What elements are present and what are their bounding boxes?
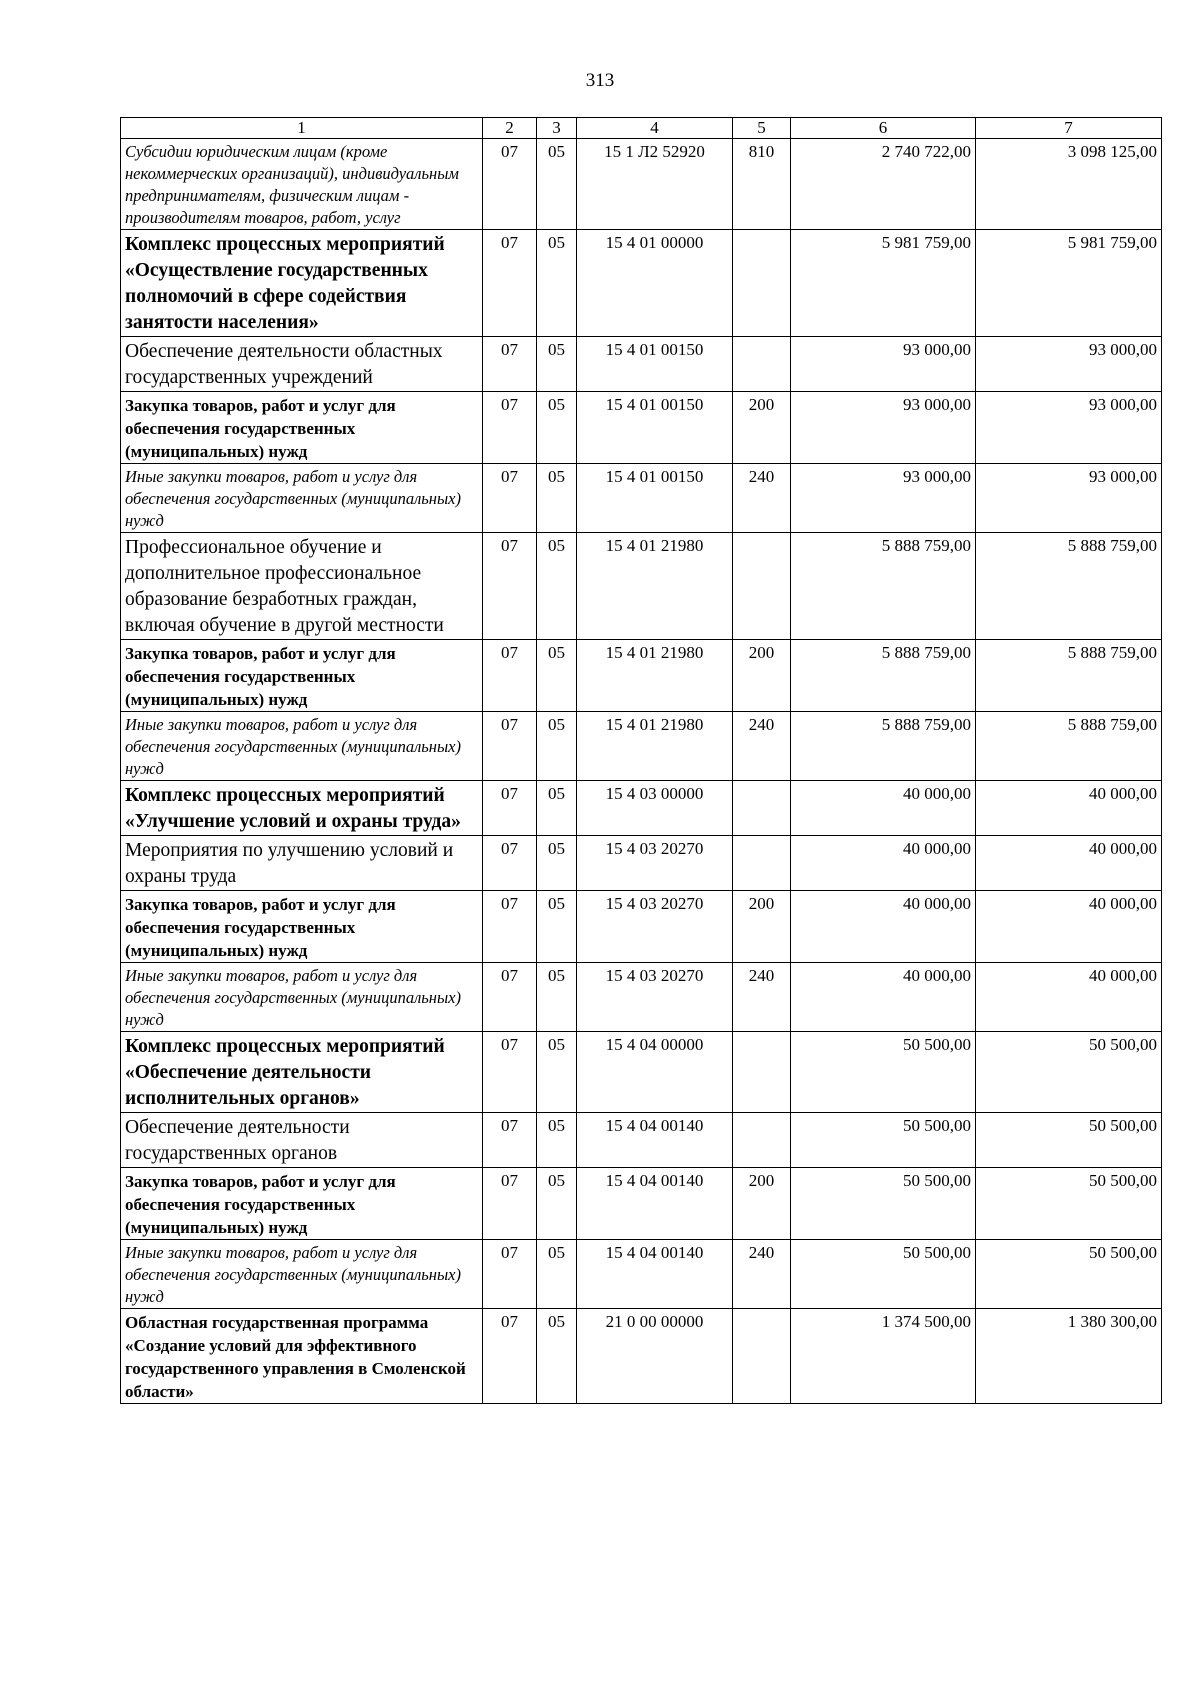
expense-type-cell: 240 xyxy=(733,1240,791,1309)
target-article-cell: 15 4 03 00000 xyxy=(577,781,733,836)
target-article-cell: 15 4 03 20270 xyxy=(577,836,733,891)
amount-year1-cell: 40 000,00 xyxy=(791,781,976,836)
expense-name-cell: Мероприятия по улучшению условий и охраны труда xyxy=(121,836,483,891)
section-code-cell: 07 xyxy=(483,1240,537,1309)
subsection-code-cell: 05 xyxy=(537,891,577,963)
amount-year2-cell: 5 981 759,00 xyxy=(976,230,1162,337)
expense-name-cell: Закупка товаров, работ и услуг для обеспечения государственных (муниципальных) нужд xyxy=(121,640,483,712)
amount-year1-cell: 5 888 759,00 xyxy=(791,640,976,712)
subsection-code-cell: 05 xyxy=(537,712,577,781)
expense-type-cell: 200 xyxy=(733,891,791,963)
target-article-cell: 15 4 01 00150 xyxy=(577,464,733,533)
amount-year2-cell: 5 888 759,00 xyxy=(976,533,1162,640)
amount-year2-cell: 93 000,00 xyxy=(976,464,1162,533)
expense-name-cell: Закупка товаров, работ и услуг для обеспечения государственных (муниципальных) нужд xyxy=(121,891,483,963)
expense-name-cell: Комплекс процессных мероприятий «Обеспечение деятельности исполнительных органов» xyxy=(121,1032,483,1113)
amount-year2-cell: 50 500,00 xyxy=(976,1168,1162,1240)
table-row xyxy=(121,230,1162,337)
target-article-cell: 15 4 01 21980 xyxy=(577,712,733,781)
expense-type-cell xyxy=(733,230,791,337)
section-code-cell: 07 xyxy=(483,836,537,891)
table-row xyxy=(121,963,1162,1032)
expense-type-cell: 240 xyxy=(733,464,791,533)
amount-year2-cell: 50 500,00 xyxy=(976,1032,1162,1113)
expense-name-cell: Иные закупки товаров, работ и услуг для обеспечения государственных (муниципальных) нужд xyxy=(121,1240,483,1309)
target-article-cell: 15 1 Л2 52920 xyxy=(577,139,733,230)
amount-year2-cell: 40 000,00 xyxy=(976,963,1162,1032)
section-code-cell: 07 xyxy=(483,139,537,230)
expense-name-cell: Профессиональное обучение и дополнительное профессиональное образование безработных граждан, включая обучение в другой местности xyxy=(121,533,483,640)
subsection-code-cell: 05 xyxy=(537,640,577,712)
amount-year2-cell: 5 888 759,00 xyxy=(976,640,1162,712)
subsection-code-cell: 05 xyxy=(537,464,577,533)
amount-year2-cell: 5 888 759,00 xyxy=(976,712,1162,781)
target-article-cell: 15 4 01 21980 xyxy=(577,533,733,640)
expense-name-cell: Иные закупки товаров, работ и услуг для обеспечения государственных (муниципальных) нужд xyxy=(121,963,483,1032)
expense-type-cell xyxy=(733,533,791,640)
expense-name-cell: Иные закупки товаров, работ и услуг для обеспечения государственных (муниципальных) нужд xyxy=(121,464,483,533)
expense-type-cell xyxy=(733,1309,791,1404)
section-code-cell: 07 xyxy=(483,464,537,533)
section-code-cell: 07 xyxy=(483,1113,537,1168)
amount-year1-cell: 5 888 759,00 xyxy=(791,533,976,640)
amount-year2-cell: 50 500,00 xyxy=(976,1113,1162,1168)
header-cell-3: 3 xyxy=(537,118,577,139)
section-code-cell: 07 xyxy=(483,392,537,464)
expense-name-cell: Областная государственная программа «Создание условий для эффективного государственного управления в Смоленской области» xyxy=(121,1309,483,1404)
table-row xyxy=(121,1032,1162,1113)
subsection-code-cell: 05 xyxy=(537,963,577,1032)
table-row xyxy=(121,139,1162,230)
section-code-cell: 07 xyxy=(483,337,537,392)
amount-year1-cell: 50 500,00 xyxy=(791,1240,976,1309)
section-code-cell: 07 xyxy=(483,533,537,640)
section-code-cell: 07 xyxy=(483,712,537,781)
budget-table xyxy=(120,117,1162,1404)
table-row xyxy=(121,640,1162,712)
section-code-cell: 07 xyxy=(483,1168,537,1240)
table-header-row xyxy=(121,118,1162,139)
section-code-cell: 07 xyxy=(483,963,537,1032)
amount-year2-cell: 40 000,00 xyxy=(976,891,1162,963)
amount-year1-cell: 1 374 500,00 xyxy=(791,1309,976,1404)
table-body xyxy=(121,118,1162,1404)
table-row xyxy=(121,1240,1162,1309)
target-article-cell: 15 4 01 00000 xyxy=(577,230,733,337)
amount-year1-cell: 40 000,00 xyxy=(791,891,976,963)
target-article-cell: 15 4 04 00000 xyxy=(577,1032,733,1113)
amount-year1-cell: 93 000,00 xyxy=(791,392,976,464)
amount-year1-cell: 50 500,00 xyxy=(791,1032,976,1113)
amount-year2-cell: 40 000,00 xyxy=(976,836,1162,891)
amount-year1-cell: 2 740 722,00 xyxy=(791,139,976,230)
expense-type-cell: 240 xyxy=(733,963,791,1032)
expense-name-cell: Субсидии юридическим лицам (кроме некоммерческих организаций), индивидуальным предпринимателям, физическим лицам - производителям товаров, работ, услуг xyxy=(121,139,483,230)
table-row xyxy=(121,836,1162,891)
header-cell-1: 1 xyxy=(121,118,483,139)
expense-name-cell: Закупка товаров, работ и услуг для обеспечения государственных (муниципальных) нужд xyxy=(121,1168,483,1240)
table-row xyxy=(121,1113,1162,1168)
header-cell-4: 4 xyxy=(577,118,733,139)
subsection-code-cell: 05 xyxy=(537,1168,577,1240)
expense-name-cell: Комплекс процессных мероприятий «Улучшение условий и охраны труда» xyxy=(121,781,483,836)
expense-name-cell: Комплекс процессных мероприятий «Осуществление государственных полномочий в сфере содействия занятости населения» xyxy=(121,230,483,337)
amount-year1-cell: 50 500,00 xyxy=(791,1113,976,1168)
subsection-code-cell: 05 xyxy=(537,337,577,392)
amount-year1-cell: 93 000,00 xyxy=(791,464,976,533)
table-row xyxy=(121,464,1162,533)
target-article-cell: 21 0 00 00000 xyxy=(577,1309,733,1404)
table-row xyxy=(121,392,1162,464)
subsection-code-cell: 05 xyxy=(537,139,577,230)
table-row xyxy=(121,533,1162,640)
expense-type-cell: 240 xyxy=(733,712,791,781)
amount-year2-cell: 1 380 300,00 xyxy=(976,1309,1162,1404)
expense-type-cell: 810 xyxy=(733,139,791,230)
table-row xyxy=(121,1168,1162,1240)
subsection-code-cell: 05 xyxy=(537,1113,577,1168)
table-row xyxy=(121,781,1162,836)
target-article-cell: 15 4 03 20270 xyxy=(577,891,733,963)
amount-year1-cell: 93 000,00 xyxy=(791,337,976,392)
section-code-cell: 07 xyxy=(483,891,537,963)
table-row xyxy=(121,337,1162,392)
expense-name-cell: Закупка товаров, работ и услуг для обеспечения государственных (муниципальных) нужд xyxy=(121,392,483,464)
expense-type-cell xyxy=(733,337,791,392)
subsection-code-cell: 05 xyxy=(537,230,577,337)
target-article-cell: 15 4 03 20270 xyxy=(577,963,733,1032)
target-article-cell: 15 4 01 00150 xyxy=(577,392,733,464)
expense-type-cell: 200 xyxy=(733,1168,791,1240)
amount-year1-cell: 5 981 759,00 xyxy=(791,230,976,337)
header-cell-6: 6 xyxy=(791,118,976,139)
header-cell-7: 7 xyxy=(976,118,1162,139)
subsection-code-cell: 05 xyxy=(537,781,577,836)
table-row xyxy=(121,891,1162,963)
amount-year2-cell: 3 098 125,00 xyxy=(976,139,1162,230)
subsection-code-cell: 05 xyxy=(537,1032,577,1113)
header-cell-5: 5 xyxy=(733,118,791,139)
expense-name-cell: Обеспечение деятельности областных государственных учреждений xyxy=(121,337,483,392)
page-number: 313 xyxy=(585,70,615,91)
amount-year2-cell: 93 000,00 xyxy=(976,392,1162,464)
amount-year2-cell: 50 500,00 xyxy=(976,1240,1162,1309)
expense-name-cell: Обеспечение деятельности государственных органов xyxy=(121,1113,483,1168)
section-code-cell: 07 xyxy=(483,640,537,712)
subsection-code-cell: 05 xyxy=(537,1240,577,1309)
section-code-cell: 07 xyxy=(483,1309,537,1404)
amount-year1-cell: 40 000,00 xyxy=(791,963,976,1032)
section-code-cell: 07 xyxy=(483,230,537,337)
subsection-code-cell: 05 xyxy=(537,533,577,640)
amount-year1-cell: 50 500,00 xyxy=(791,1168,976,1240)
amount-year2-cell: 40 000,00 xyxy=(976,781,1162,836)
target-article-cell: 15 4 01 21980 xyxy=(577,640,733,712)
table-row xyxy=(121,712,1162,781)
amount-year2-cell: 93 000,00 xyxy=(976,337,1162,392)
expense-name-cell: Иные закупки товаров, работ и услуг для обеспечения государственных (муниципальных) нужд xyxy=(121,712,483,781)
target-article-cell: 15 4 04 00140 xyxy=(577,1168,733,1240)
amount-year1-cell: 40 000,00 xyxy=(791,836,976,891)
expense-type-cell xyxy=(733,781,791,836)
expense-type-cell: 200 xyxy=(733,640,791,712)
table-row xyxy=(121,1309,1162,1404)
target-article-cell: 15 4 01 00150 xyxy=(577,337,733,392)
target-article-cell: 15 4 04 00140 xyxy=(577,1113,733,1168)
target-article-cell: 15 4 04 00140 xyxy=(577,1240,733,1309)
subsection-code-cell: 05 xyxy=(537,392,577,464)
expense-type-cell: 200 xyxy=(733,392,791,464)
section-code-cell: 07 xyxy=(483,781,537,836)
expense-type-cell xyxy=(733,836,791,891)
subsection-code-cell: 05 xyxy=(537,836,577,891)
section-code-cell: 07 xyxy=(483,1032,537,1113)
expense-type-cell xyxy=(733,1113,791,1168)
header-cell-2: 2 xyxy=(483,118,537,139)
subsection-code-cell: 05 xyxy=(537,1309,577,1404)
amount-year1-cell: 5 888 759,00 xyxy=(791,712,976,781)
expense-type-cell xyxy=(733,1032,791,1113)
